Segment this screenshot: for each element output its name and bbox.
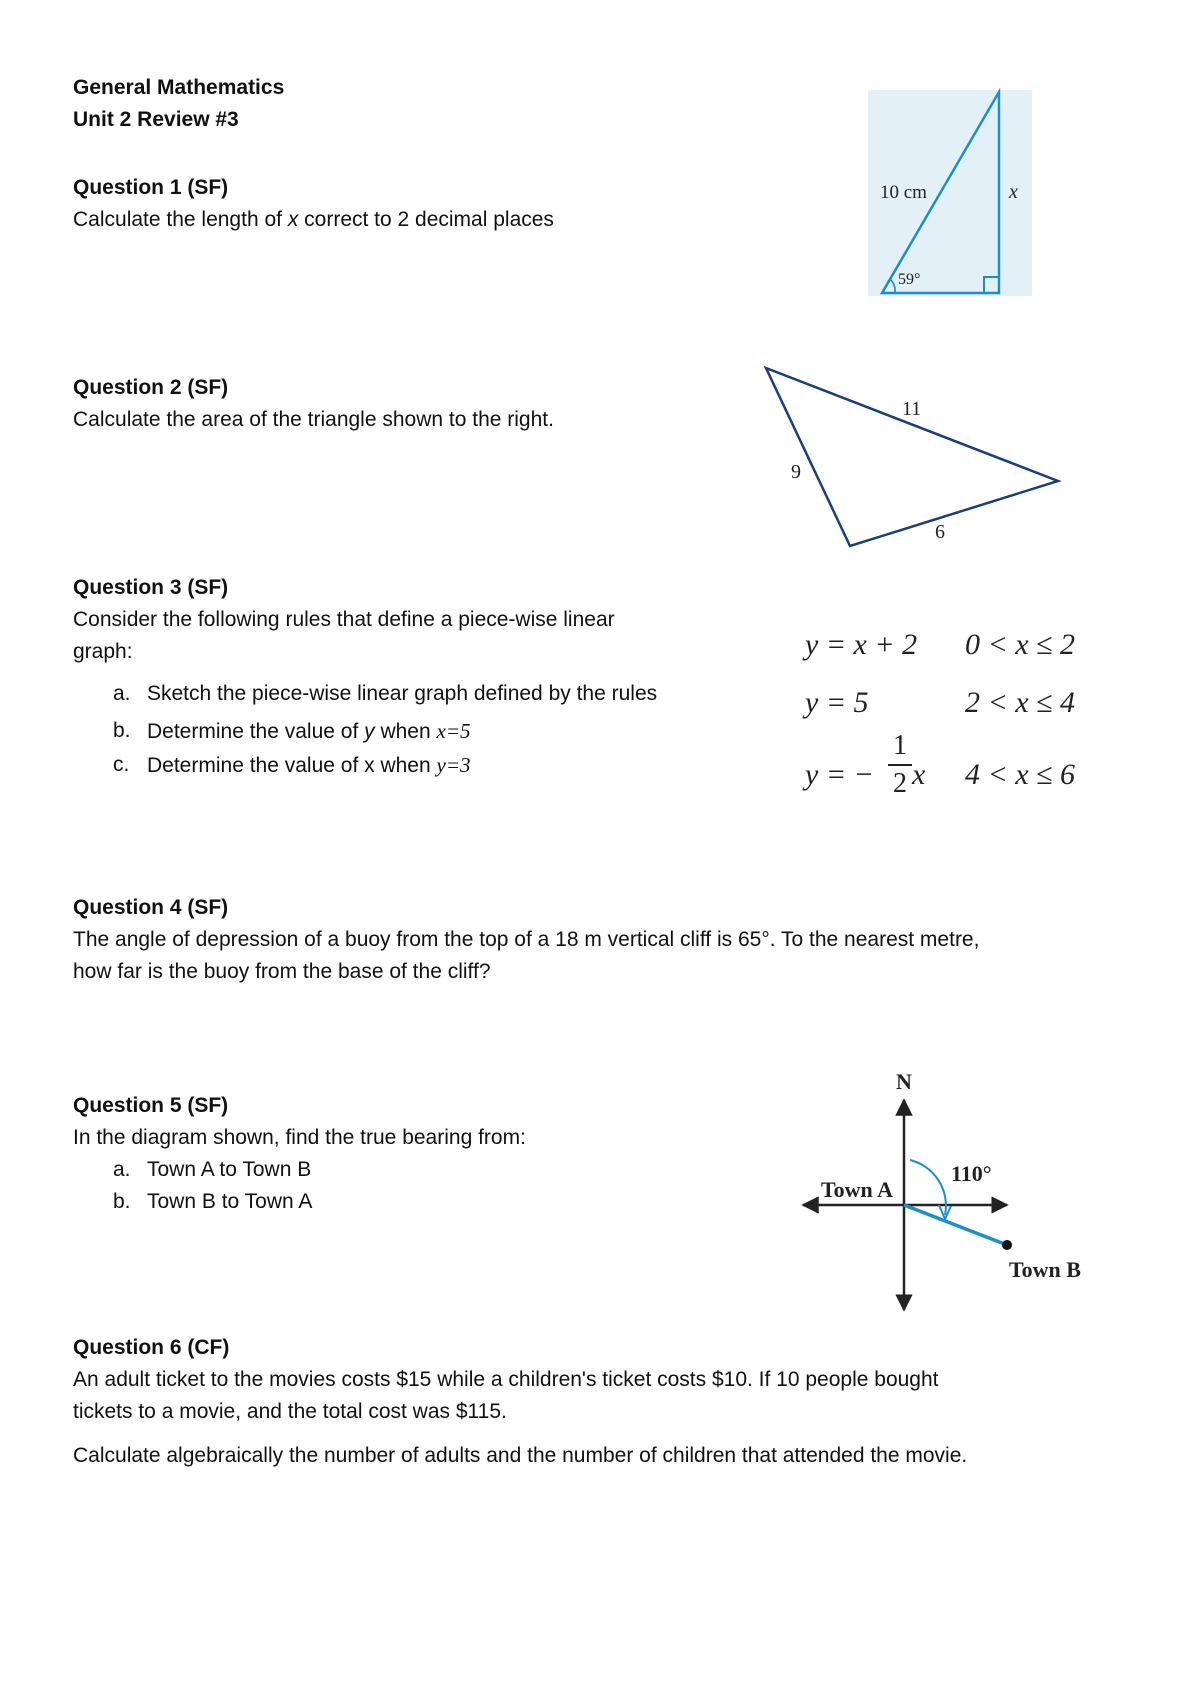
question-5-parts (73, 1154, 526, 1218)
rule-2-equation: y = 5 (805, 686, 869, 719)
q2-side-label-9: 9 (791, 461, 801, 483)
question-4-text-line-2: how far is the buoy from the base of the cliff? (73, 960, 491, 983)
question-5-heading: Question 5 (SF) (73, 1094, 229, 1117)
part-text: Determine the value of (147, 720, 365, 743)
question-5-part-b (73, 1186, 526, 1218)
q5-angle-label: 110° (951, 1161, 992, 1186)
rule-2-domain-text: 2 < x ≤ 4 (965, 686, 1076, 719)
rule-3-prefix: y = − (805, 758, 874, 791)
rule-3-domain-text: 4 < x ≤ 6 (965, 758, 1076, 791)
question-5-part-a (73, 1154, 526, 1186)
rule-3-domain (965, 758, 1075, 792)
part-math-x-equals-5: x=5 (436, 719, 471, 743)
rule-2 (805, 686, 869, 720)
q5-town-b-point (1002, 1240, 1012, 1250)
q5-bearing-diagram (795, 1065, 1095, 1315)
list-marker: b. (113, 719, 131, 742)
question-4-heading: Question 4 (SF) (73, 896, 229, 919)
q1-variable-x: x (287, 208, 299, 231)
rule-3-fraction-numerator: 1 (893, 730, 907, 761)
rule-2-domain (965, 686, 1075, 720)
question-3-text-line-1: Consider the following rules that define a piece-wise linear (73, 608, 615, 631)
rule-1-equation: y = x + 2 (805, 628, 918, 661)
list-marker: a. (113, 1158, 131, 1181)
course-title: General Mathematics (73, 76, 285, 99)
part-text: Town A to Town B (147, 1158, 312, 1181)
list-marker: a. (113, 682, 131, 705)
question-5 (73, 1090, 526, 1218)
rule-3-suffix: x (912, 758, 926, 791)
question-4-text-line-1: The angle of depression of a buoy from the top of a 18 m vertical cliff is 65°. To the nearest metre, (73, 928, 980, 951)
question-5-text: In the diagram shown, find the true bearing from: (73, 1126, 526, 1149)
question-3-text-line-2: graph: (73, 640, 133, 663)
part-text: Determine the value of x when (147, 754, 437, 777)
rule-3-fraction-denominator: 2 (893, 768, 907, 799)
q5-town-a-to-b-line (904, 1205, 1007, 1245)
question-3 (73, 572, 773, 782)
q1-text-pre: Calculate the length of (73, 208, 288, 231)
q3-piecewise-rules (805, 628, 1125, 818)
part-text: Town B to Town A (147, 1190, 313, 1213)
list-marker: b. (113, 1190, 131, 1213)
part-variable-y: y (364, 720, 375, 743)
rule-1-domain-text: 0 < x ≤ 2 (965, 628, 1076, 661)
question-3-part-b (73, 714, 773, 749)
q1-hypotenuse-label: 10 cm (880, 182, 927, 203)
q1-side-label: x (1009, 181, 1018, 203)
question-2 (73, 372, 554, 436)
question-6 (73, 1332, 1153, 1472)
q2-side-label-6: 6 (935, 521, 945, 543)
question-3-part-a (73, 674, 773, 714)
question-3-part-c (73, 749, 773, 782)
part-text: Sketch the piece-wise linear graph defined by the rules (147, 682, 658, 705)
question-3-heading: Question 3 (SF) (73, 576, 229, 599)
question-6-text-line-1: An adult ticket to the movies costs $15 while a children's ticket costs $10. If 10 people bought (73, 1368, 939, 1391)
q2-triangle-diagram (755, 360, 1075, 560)
q5-town-b-label: Town B (1009, 1257, 1081, 1282)
question-3-parts (73, 674, 773, 782)
question-2-heading: Question 2 (SF) (73, 376, 229, 399)
question-2-text: Calculate the area of the triangle shown to the right. (73, 408, 554, 431)
part-math-y-equals-3: y=3 (436, 753, 471, 777)
review-title: Unit 2 Review #3 (73, 108, 239, 131)
q1-right-triangle-diagram (868, 88, 1036, 298)
q1-text-post: correct to 2 decimal places (298, 208, 554, 231)
rule-3-fraction-bar (888, 764, 912, 766)
rule-1-domain (965, 628, 1075, 662)
rule-1 (805, 628, 917, 662)
q2-side-label-11: 11 (902, 398, 922, 420)
document-header (73, 72, 284, 136)
question-6-text-line-2: tickets to a movie, and the total cost was $115. (73, 1400, 507, 1423)
q5-north-label: N (896, 1069, 912, 1094)
question-6-heading: Question 6 (CF) (73, 1336, 230, 1359)
question-1 (73, 172, 554, 236)
q2-triangle (766, 368, 1058, 546)
q5-town-a-label: Town A (821, 1177, 893, 1202)
q1-angle-label: 59° (898, 271, 921, 288)
question-6-text-line-3: Calculate algebraically the number of adults and the number of children that attended the movie. (73, 1444, 968, 1467)
rule-3 (805, 730, 955, 818)
question-1-heading: Question 1 (SF) (73, 176, 229, 199)
list-marker: c. (113, 753, 130, 776)
question-1-text (73, 204, 554, 236)
question-4 (73, 892, 1153, 988)
part-text-post: when (374, 720, 437, 743)
